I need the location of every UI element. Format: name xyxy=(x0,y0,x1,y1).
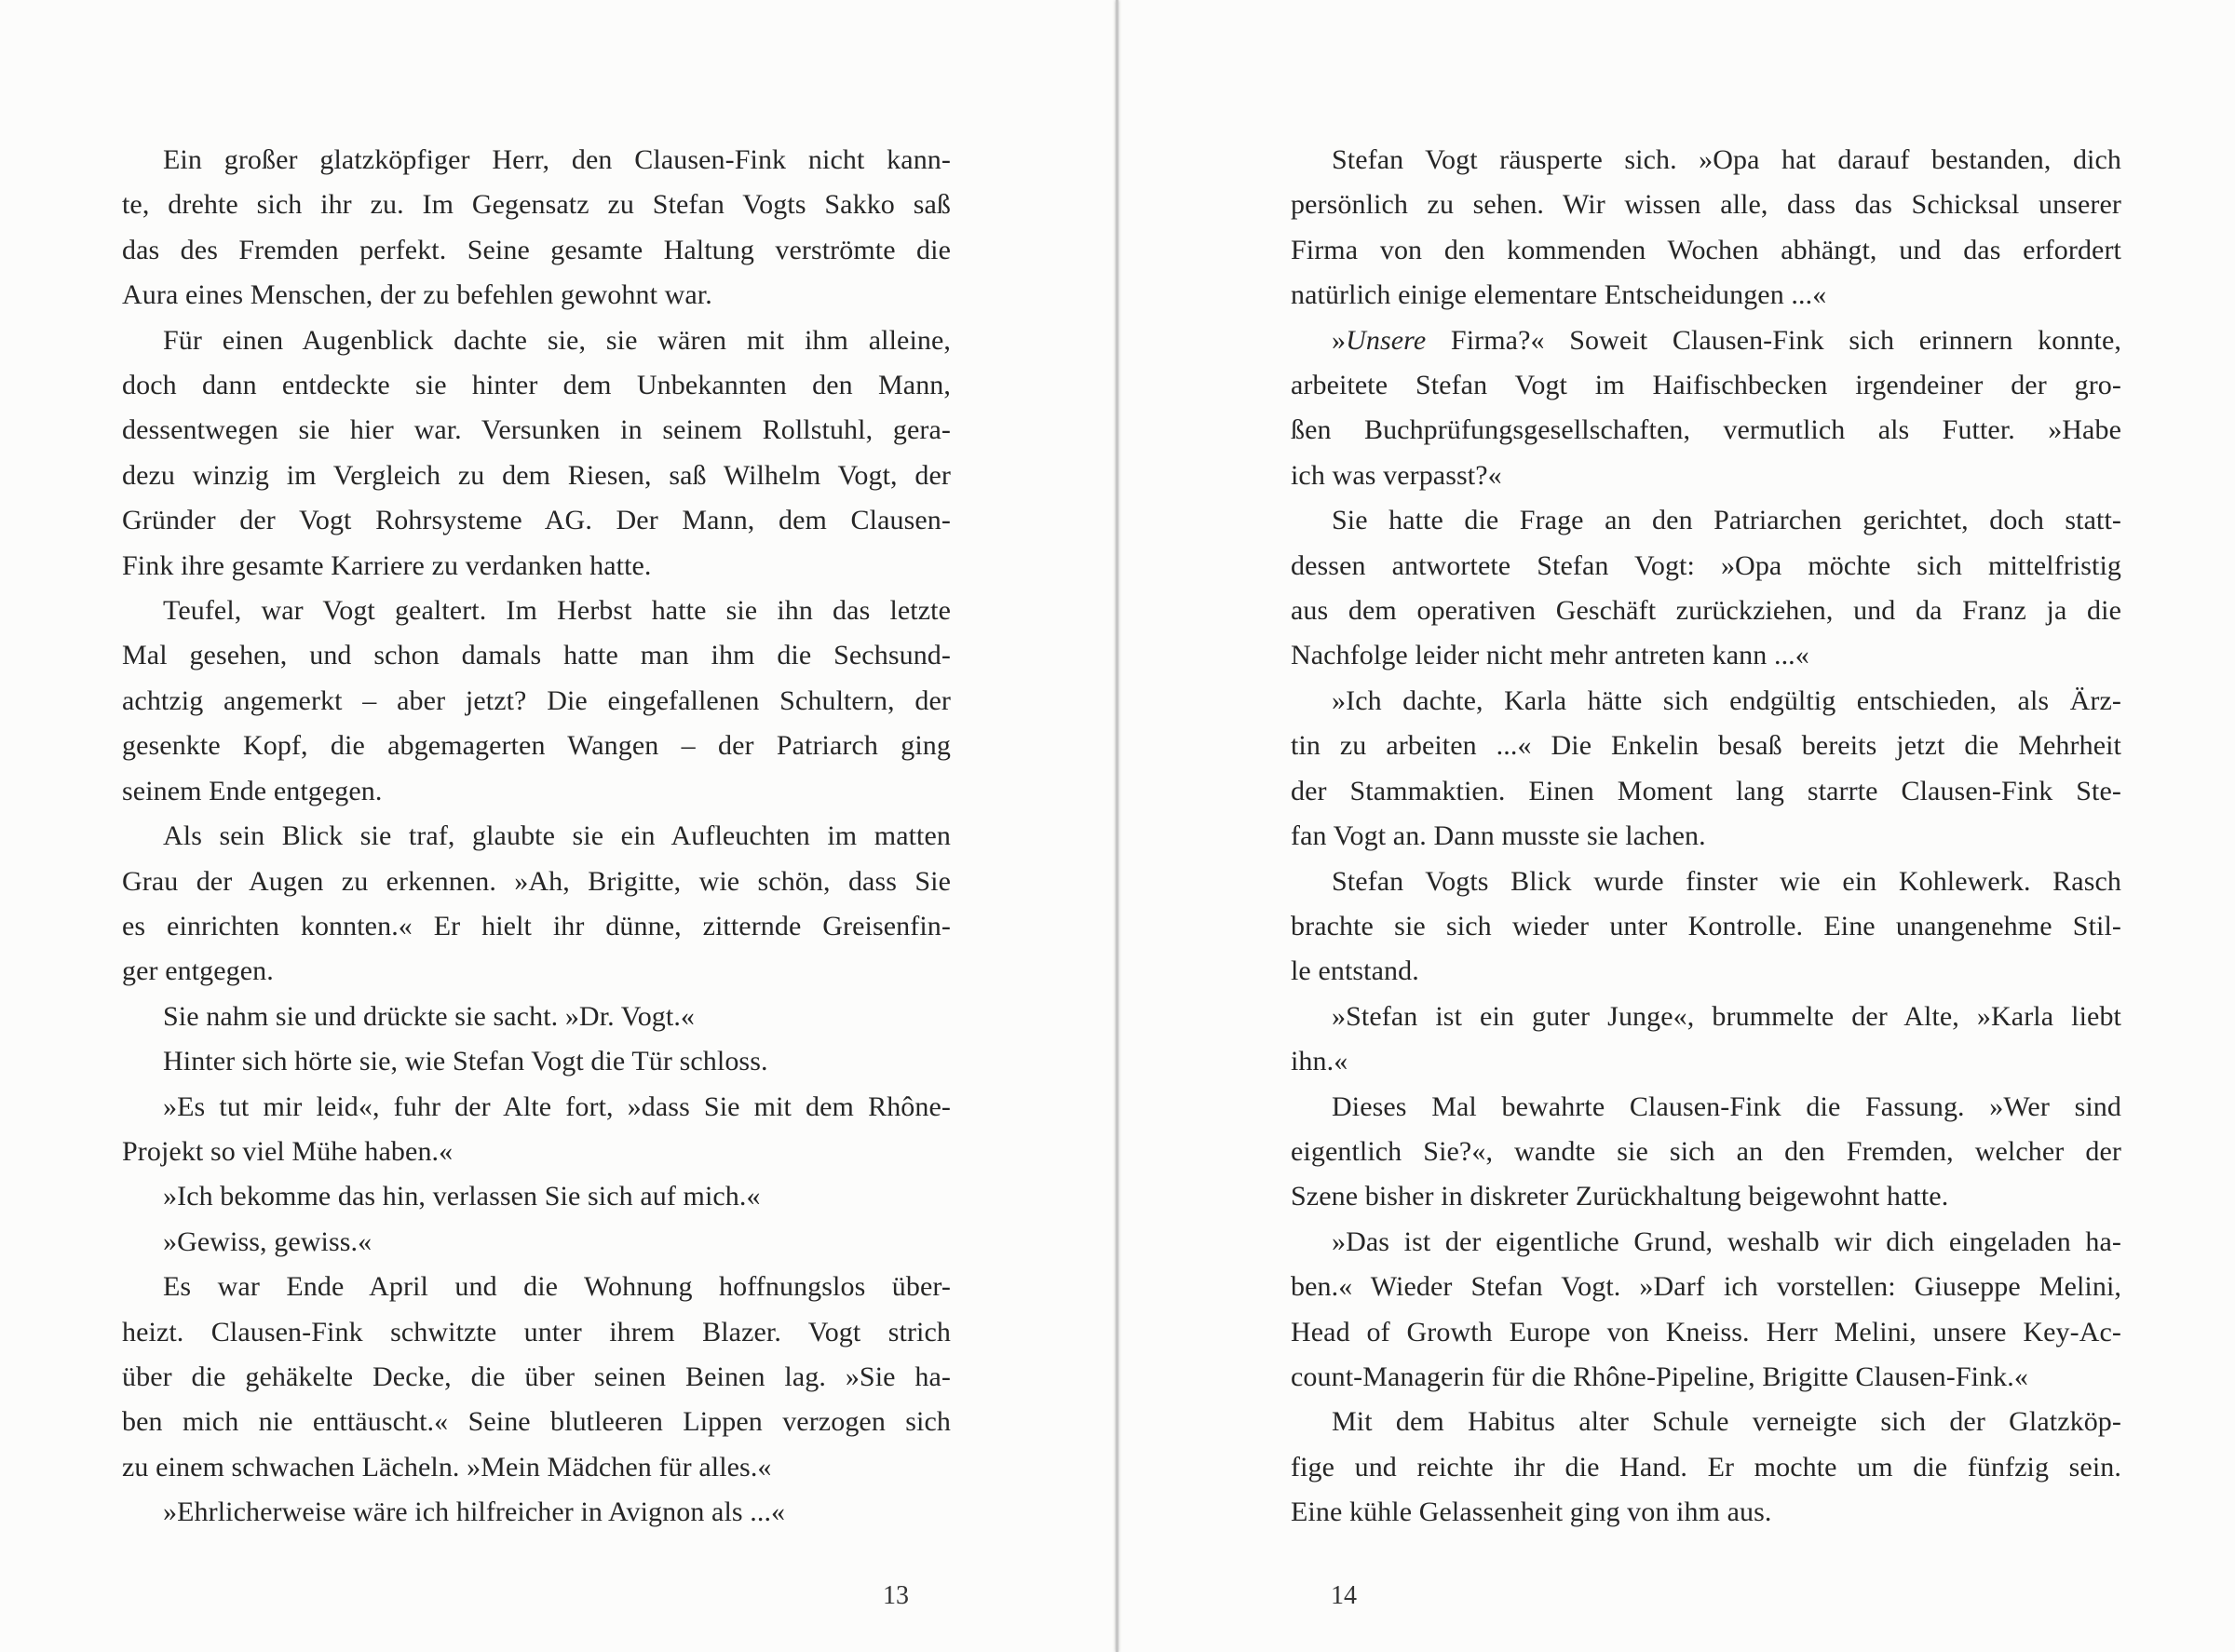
text-line: tin zu arbeiten ...« Die Enkelin besaß bereits jetzt die Mehrheit xyxy=(1291,730,2121,762)
page-right-text-block xyxy=(1291,138,2121,1536)
text-line: ßen Buchprüfungsgesellschaften, vermutlich als Futter. »Habe xyxy=(1291,414,2121,446)
text-line: Head of Growth Europe von Kneiss. Herr Melini, unsere Key-Ac- xyxy=(1291,1316,2121,1347)
text-line: Projekt so viel Mühe haben.« xyxy=(122,1135,454,1167)
text-line: Teufel, war Vogt gealtert. Im Herbst hatte sie ihn das letzte xyxy=(163,595,951,627)
text-line: ich was verpasst?« xyxy=(1291,459,1502,491)
text-line: count-Managerin für die Rhône-Pipeline, Brigitte Clausen-Fink.« xyxy=(1291,1361,2028,1392)
text-line: »Das ist der eigentliche Grund, weshalb wir dich eingeladen ha- xyxy=(1332,1225,2121,1257)
text-line: das des Fremden perfekt. Seine gesamte Haltung verströmte die xyxy=(122,234,951,265)
page-number-left: 13 xyxy=(883,1581,909,1610)
text-line: Dieses Mal bewahrte Clausen-Fink die Fassung. »Wer sind xyxy=(1332,1090,2121,1122)
text-line: dessen antwortete Stefan Vogt: »Opa möchte sich mittelfristig xyxy=(1291,549,2121,581)
text-line: über die gehäkelte Decke, die über seinen Beinen lag. »Sie ha- xyxy=(122,1361,951,1392)
text-line: Mal gesehen, und schon damals hatte man ihm die Sechsund- xyxy=(122,640,951,671)
text-line: doch dann entdeckte sie hinter dem Unbekannten den Mann, xyxy=(122,370,951,401)
text-line: fan Vogt an. Dann musste sie lachen. xyxy=(1291,820,1706,852)
text-line: Sie hatte die Frage an den Patriarchen gerichtet, doch statt- xyxy=(1332,505,2121,536)
text-line: Firma von den kommenden Wochen abhängt, und das erfordert xyxy=(1291,234,2121,265)
text-line: Hinter sich hörte sie, wie Stefan Vogt die Tür schloss. xyxy=(163,1046,768,1077)
text-line: Ein großer glatzköpfiger Herr, den Clausen-Fink nicht kann- xyxy=(163,144,951,175)
text-line: Sie nahm sie und drückte sie sacht. »Dr. Vogt.« xyxy=(163,1000,696,1032)
page-left-text-block xyxy=(122,138,951,1536)
page-gutter-divider xyxy=(1116,0,1118,1652)
text-line: Es war Ende April und die Wohnung hoffnungslos über- xyxy=(163,1271,951,1303)
text-line: te, drehte sich ihr zu. Im Gegensatz zu Stefan Vogts Sakko saß xyxy=(122,189,951,221)
text-line: es einrichten konnten.« Er hielt ihr dünne, zitternde Greisenfin- xyxy=(122,910,951,941)
text-line: »Ich bekomme das hin, verlassen Sie sich auf mich.« xyxy=(163,1181,761,1212)
text-line: ben mich nie enttäuscht.« Seine blutleeren Lippen verzogen sich xyxy=(122,1406,951,1438)
text-line: Nachfolge leider nicht mehr antreten kann ...« xyxy=(1291,640,1809,671)
text-line: le entstand. xyxy=(1291,955,1419,987)
text-line: Gründer der Vogt Rohrsysteme AG. Der Mann, dem Clausen- xyxy=(122,505,951,536)
text-line: gesenkte Kopf, die abgemagerten Wangen – der Patriarch ging xyxy=(122,730,951,762)
text-line: Grau der Augen zu erkennen. »Ah, Brigitte, wie schön, dass Sie xyxy=(122,865,951,897)
text-line: dessentwegen sie hier war. Versunken in seinem Rollstuhl, gera- xyxy=(122,414,951,446)
text-line: »Gewiss, gewiss.« xyxy=(163,1225,372,1257)
text-line: arbeitete Stefan Vogt im Haifischbecken irgendeiner der gro- xyxy=(1291,370,2121,401)
text-line: eigentlich Sie?«, wandte sie sich an den Fremden, welcher der xyxy=(1291,1135,2121,1167)
text-line: Aura eines Menschen, der zu befehlen gewohnt war. xyxy=(122,279,712,311)
text-line: Mit dem Habitus alter Schule verneigte sich der Glatzköp- xyxy=(1332,1406,2121,1438)
text-line: fige und reichte ihr die Hand. Er mochte um die fünfzig sein. xyxy=(1291,1451,2121,1483)
text-line: »Es tut mir leid«, fuhr der Alte fort, »dass Sie mit dem Rhône- xyxy=(163,1090,951,1122)
text-line: achtzig angemerkt – aber jetzt? Die eingefallenen Schultern, der xyxy=(122,684,951,716)
text-line: ben.« Wieder Stefan Vogt. »Darf ich vorstellen: Giuseppe Melini, xyxy=(1291,1271,2121,1303)
text-line: Für einen Augenblick dachte sie, sie wären mit ihm alleine, xyxy=(163,324,951,356)
text-line: »Ehrlicherweise wäre ich hilfreicher in Avignon als ...« xyxy=(163,1496,786,1528)
text-line: brachte sie sich wieder unter Kontrolle. Eine unangenehme Stil- xyxy=(1291,910,2121,941)
text-line: zu einem schwachen Lächeln. »Mein Mädchen für alles.« xyxy=(122,1451,772,1483)
text-line: heizt. Clausen-Fink schwitzte unter ihrem Blazer. Vogt strich xyxy=(122,1316,951,1347)
text-line: aus dem operativen Geschäft zurückziehen, und da Franz ja die xyxy=(1291,595,2121,627)
text-line: »Ich dachte, Karla hätte sich endgültig entschieden, als Ärz- xyxy=(1332,684,2121,716)
text-line: der Stammaktien. Einen Moment lang starrte Clausen-Fink Ste- xyxy=(1291,775,2121,806)
text-line: Szene bisher in diskreter Zurückhaltung beigewohnt hatte. xyxy=(1291,1181,1949,1212)
text-line: Eine kühle Gelassenheit ging von ihm aus. xyxy=(1291,1496,1772,1528)
text-line: dezu winzig im Vergleich zu dem Riesen, saß Wilhelm Vogt, der xyxy=(122,459,951,491)
text-line: natürlich einige elementare Entscheidungen ...« xyxy=(1291,279,1827,311)
text-line: Stefan Vogts Blick wurde finster wie ein Kohlewerk. Rasch xyxy=(1332,865,2121,897)
text-line: persönlich zu sehen. Wir wissen alle, dass das Schicksal unserer xyxy=(1291,189,2121,221)
text-line: ihn.« xyxy=(1291,1046,1348,1077)
text-line: seinem Ende entgegen. xyxy=(122,775,383,806)
text-line: Als sein Blick sie traf, glaubte sie ein Aufleuchten im matten xyxy=(163,820,951,852)
text-line: »Unsere Firma?« Soweit Clausen-Fink sich erinnern konnte, xyxy=(1332,324,2121,356)
text-line: Fink ihre gesamte Karriere zu verdanken hatte. xyxy=(122,549,652,581)
text-line: »Stefan ist ein guter Junge«, brummelte der Alte, »Karla liebt xyxy=(1332,1000,2121,1032)
page-number-right: 14 xyxy=(1331,1581,1357,1610)
text-line: Stefan Vogt räusperte sich. »Opa hat darauf bestanden, dich xyxy=(1332,144,2121,175)
text-line: ger entgegen. xyxy=(122,955,274,987)
